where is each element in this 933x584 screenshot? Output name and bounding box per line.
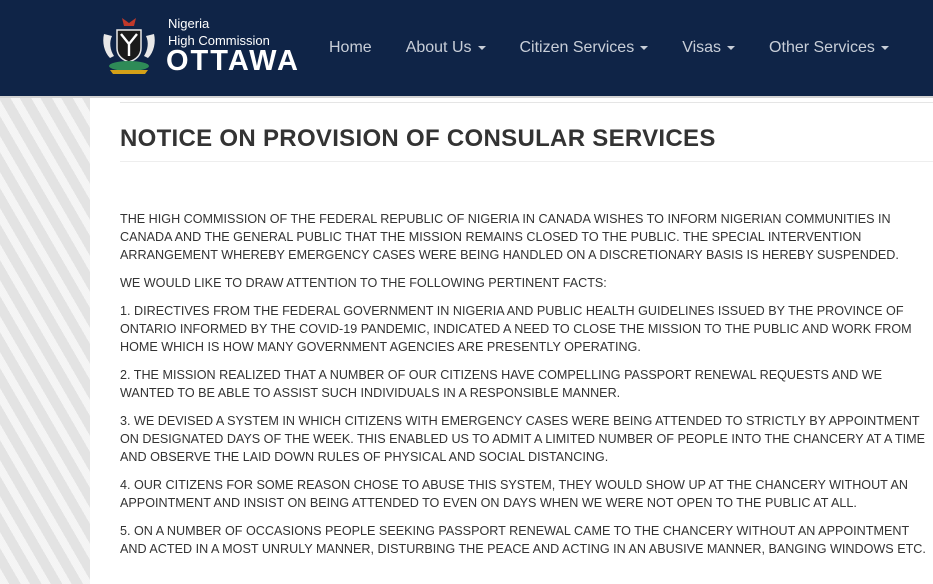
- nav-label: Citizen Services: [519, 39, 635, 56]
- nav-label: Visas: [682, 39, 722, 56]
- main-content: [90, 98, 933, 584]
- brand-mission: High Commission: [168, 33, 270, 48]
- page-title: NOTICE ON PROVISION OF CONSULAR SERVICES: [120, 125, 716, 152]
- divider: [120, 161, 933, 162]
- caret-down-icon: [478, 46, 486, 50]
- caret-down-icon: [881, 46, 889, 50]
- brand-city: OTTAWA: [166, 45, 300, 77]
- nav-label: Home: [329, 39, 372, 56]
- notice-paragraph: WE WOULD LIKE TO DRAW ATTENTION TO THE FOLLOWING PERTINENT FACTS:: [120, 276, 607, 290]
- brand-country: Nigeria: [168, 16, 210, 31]
- coat-of-arms-icon: [98, 14, 160, 76]
- nav-home[interactable]: [312, 39, 389, 57]
- main-nav: [312, 0, 906, 96]
- site-logo-link[interactable]: [98, 12, 298, 78]
- nav-citizen-services[interactable]: [503, 39, 666, 57]
- decorative-side-pattern: [0, 98, 90, 584]
- notice-paragraph: 5. ON A NUMBER OF OCCASIONS PEOPLE SEEKING PASSPORT RENEWAL CAME TO THE CHANCERY WITHOUT AN APPOINTMENT AND ACTED IN A MOST UNRULY MANNER, DISTURBING THE PEACE AND ACTING IN AN ABUSIVE MANNER, BANGING WINDOWS ETC.: [120, 524, 926, 556]
- notice-paragraph: 1. DIRECTIVES FROM THE FEDERAL GOVERNMENT IN NIGERIA AND PUBLIC HEALTH GUIDELINES ISSUED BY THE PROVINCE OF ONTARIO INFORMED BY THE COVID-19 PANDEMIC, INDICATED A NEED TO CLOSE THE MISSION TO THE PUBLIC AND WORK FROM HOME WHICH IS HOW MANY GOVERNMENT AGENCIES ARE PRESENTLY OPERATING.: [120, 304, 912, 354]
- notice-paragraph: 4. OUR CITIZENS FOR SOME REASON CHOSE TO ABUSE THIS SYSTEM, THEY WOULD SHOW UP AT THE CHANCERY WITHOUT AN APPOINTMENT AND INSIST ON BEING ATTENDED TO EVEN ON DAYS WHEN WE WERE NOT OPEN TO THE PUBLIC AT ALL.: [120, 478, 908, 510]
- nav-other-services[interactable]: [752, 39, 906, 57]
- nav-label: Other Services: [769, 39, 875, 56]
- caret-down-icon: [640, 46, 648, 50]
- nav-visas[interactable]: [665, 39, 752, 57]
- divider: [120, 102, 933, 103]
- notice-body: [120, 210, 933, 568]
- notice-paragraph: 3. WE DEVISED A SYSTEM IN WHICH CITIZENS WITH EMERGENCY CASES WERE BEING ATTENDED TO STRICTLY BY APPOINTMENT ON DESIGNATED DAYS OF THE WEEK. THIS ENABLED US TO ADMIT A LIMITED NUMBER OF PEOPLE INTO THE CHANCERY AT A TIME AND OBSERVE THE LAID DOWN RULES OF PHYSICAL AND SOCIAL DISTANCING.: [120, 414, 926, 464]
- notice-paragraph: THE HIGH COMMISSION OF THE FEDERAL REPUBLIC OF NIGERIA IN CANADA WISHES TO INFORM NIGERIAN COMMUNITIES IN CANADA AND THE GENERAL PUBLIC THAT THE MISSION REMAINS CLOSED TO THE PUBLIC. THE SPECIAL INTERVENTION ARRANGEMENT WHEREBY EMERGENCY CASES WERE BEING HANDLED ON A DISCRETIONARY BASIS IS HEREBY SUSPENDED.: [120, 212, 899, 262]
- caret-down-icon: [727, 46, 735, 50]
- nav-label: About Us: [405, 39, 472, 56]
- site-header: [0, 0, 933, 96]
- nav-about-us[interactable]: [389, 39, 503, 57]
- notice-paragraph: 2. THE MISSION REALIZED THAT A NUMBER OF OUR CITIZENS HAVE COMPELLING PASSPORT RENEWAL REQUESTS AND WE WANTED TO BE ABLE TO ASSIST SUCH INDIVIDUALS IN A RESPONSIBLE MANNER.: [120, 368, 883, 400]
